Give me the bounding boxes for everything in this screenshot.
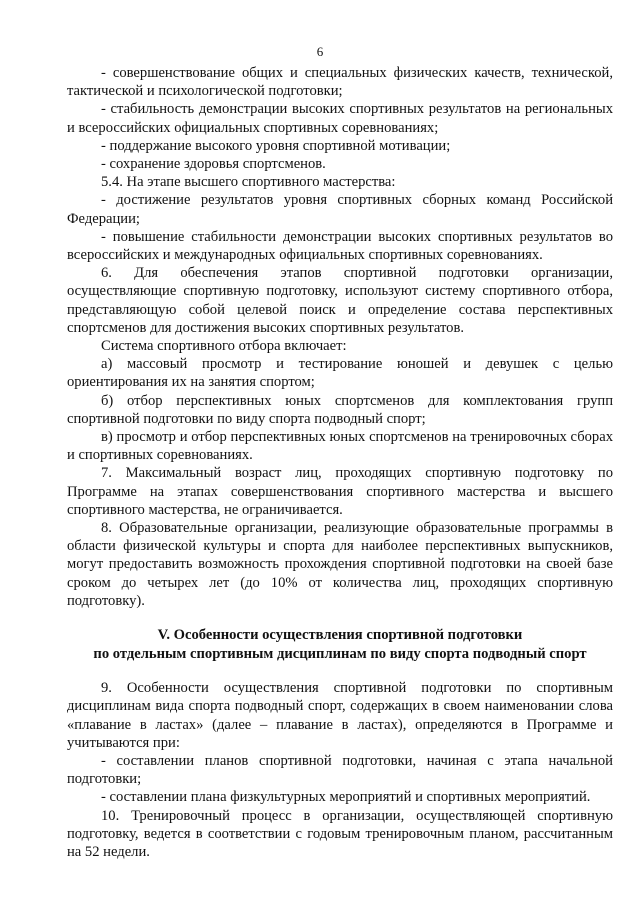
paragraph: - стабильность демонстрации высоких спортивных результатов на региональных и всероссийских официальных спортивных соревнованиях;: [67, 101, 613, 136]
spacer: [67, 663, 613, 679]
paragraph: - достижение результатов уровня спортивных сборных команд Российской Федерации;: [67, 192, 613, 227]
paragraph: 5.4. На этапе высшего спортивного мастерства:: [101, 174, 396, 191]
paragraph: б) отбор перспективных юных спортсменов для комплектования групп спортивной подготовки по виду спорта подводный спорт;: [67, 392, 613, 427]
document-body: [67, 64, 613, 861]
paragraph: 7. Максимальный возраст лиц, проходящих спортивную подготовку по Программе на этапах совершенствования спортивного мастерства и высшего спортивного мастерства, не ограничивается.: [67, 465, 613, 518]
paragraph: - составлении плана физкультурных мероприятий и спортивных мероприятий.: [101, 789, 591, 806]
spacer: [67, 610, 613, 626]
section-heading-line-1: V. Особенности осуществления спортивной подготовки: [157, 627, 523, 644]
paragraph: - сохранение здоровья спортсменов.: [101, 156, 326, 173]
paragraph: 6. Для обеспечения этапов спортивной подготовки организации, осуществляющие спортивную подготовку, используют систему спортивного отбора, представляющую собой целевой поиск и определение состава перспективных спортсменов для достижения высоких спортивных результатов.: [67, 265, 613, 336]
paragraph: а) массовый просмотр и тестирование юношей и девушек с целью ориентирования их на занятия спортом;: [67, 356, 613, 391]
paragraph: - повышение стабильности демонстрации высоких спортивных результатов во всероссийских и международных официальных спортивных соревнованиях.: [67, 228, 613, 264]
paragraph: - поддержание высокого уровня спортивной мотивации;: [101, 137, 451, 154]
paragraph: Система спортивного отбора включает:: [101, 338, 347, 355]
paragraph: 9. Особенности осуществления спортивной подготовки по спортивным дисциплинам вида спорта подводный спорт, содержащих в своем наименовании слова «плавание в ластах» (далее – плавание в ластах), определяются в Программе и учитываются при:: [67, 680, 613, 751]
paragraph: - совершенствование общих и специальных физических качеств, технической, тактической и психологической подготовки;: [67, 65, 613, 100]
paragraph: 10. Тренировочный процесс в организации, осуществляющей спортивную подготовку, ведется в соответствии с годовым тренировочным планом, рассчитанным на 52 недели.: [67, 807, 613, 860]
paragraph: в) просмотр и отбор перспективных юных спортсменов на тренировочных сборах и спортивных соревнованиях.: [67, 429, 613, 464]
paragraph: - составлении планов спортивной подготовки, начиная с этапа начальной подготовки;: [67, 752, 613, 788]
page-number: 6: [316, 44, 324, 59]
paragraph: 8. Образовательные организации, реализующие образовательные программы в области физической культуры и спорта для наиболее перспективных выпускников, могут предоставить возможность прохождения спортивной подготовки на своей базе сроком до четырех лет (до 10% от количества лиц, проходящих спортивную подготовку).: [67, 520, 613, 609]
section-heading-line-2: по отдельным спортивным дисциплинам по виду спорта подводный спорт: [93, 645, 587, 662]
